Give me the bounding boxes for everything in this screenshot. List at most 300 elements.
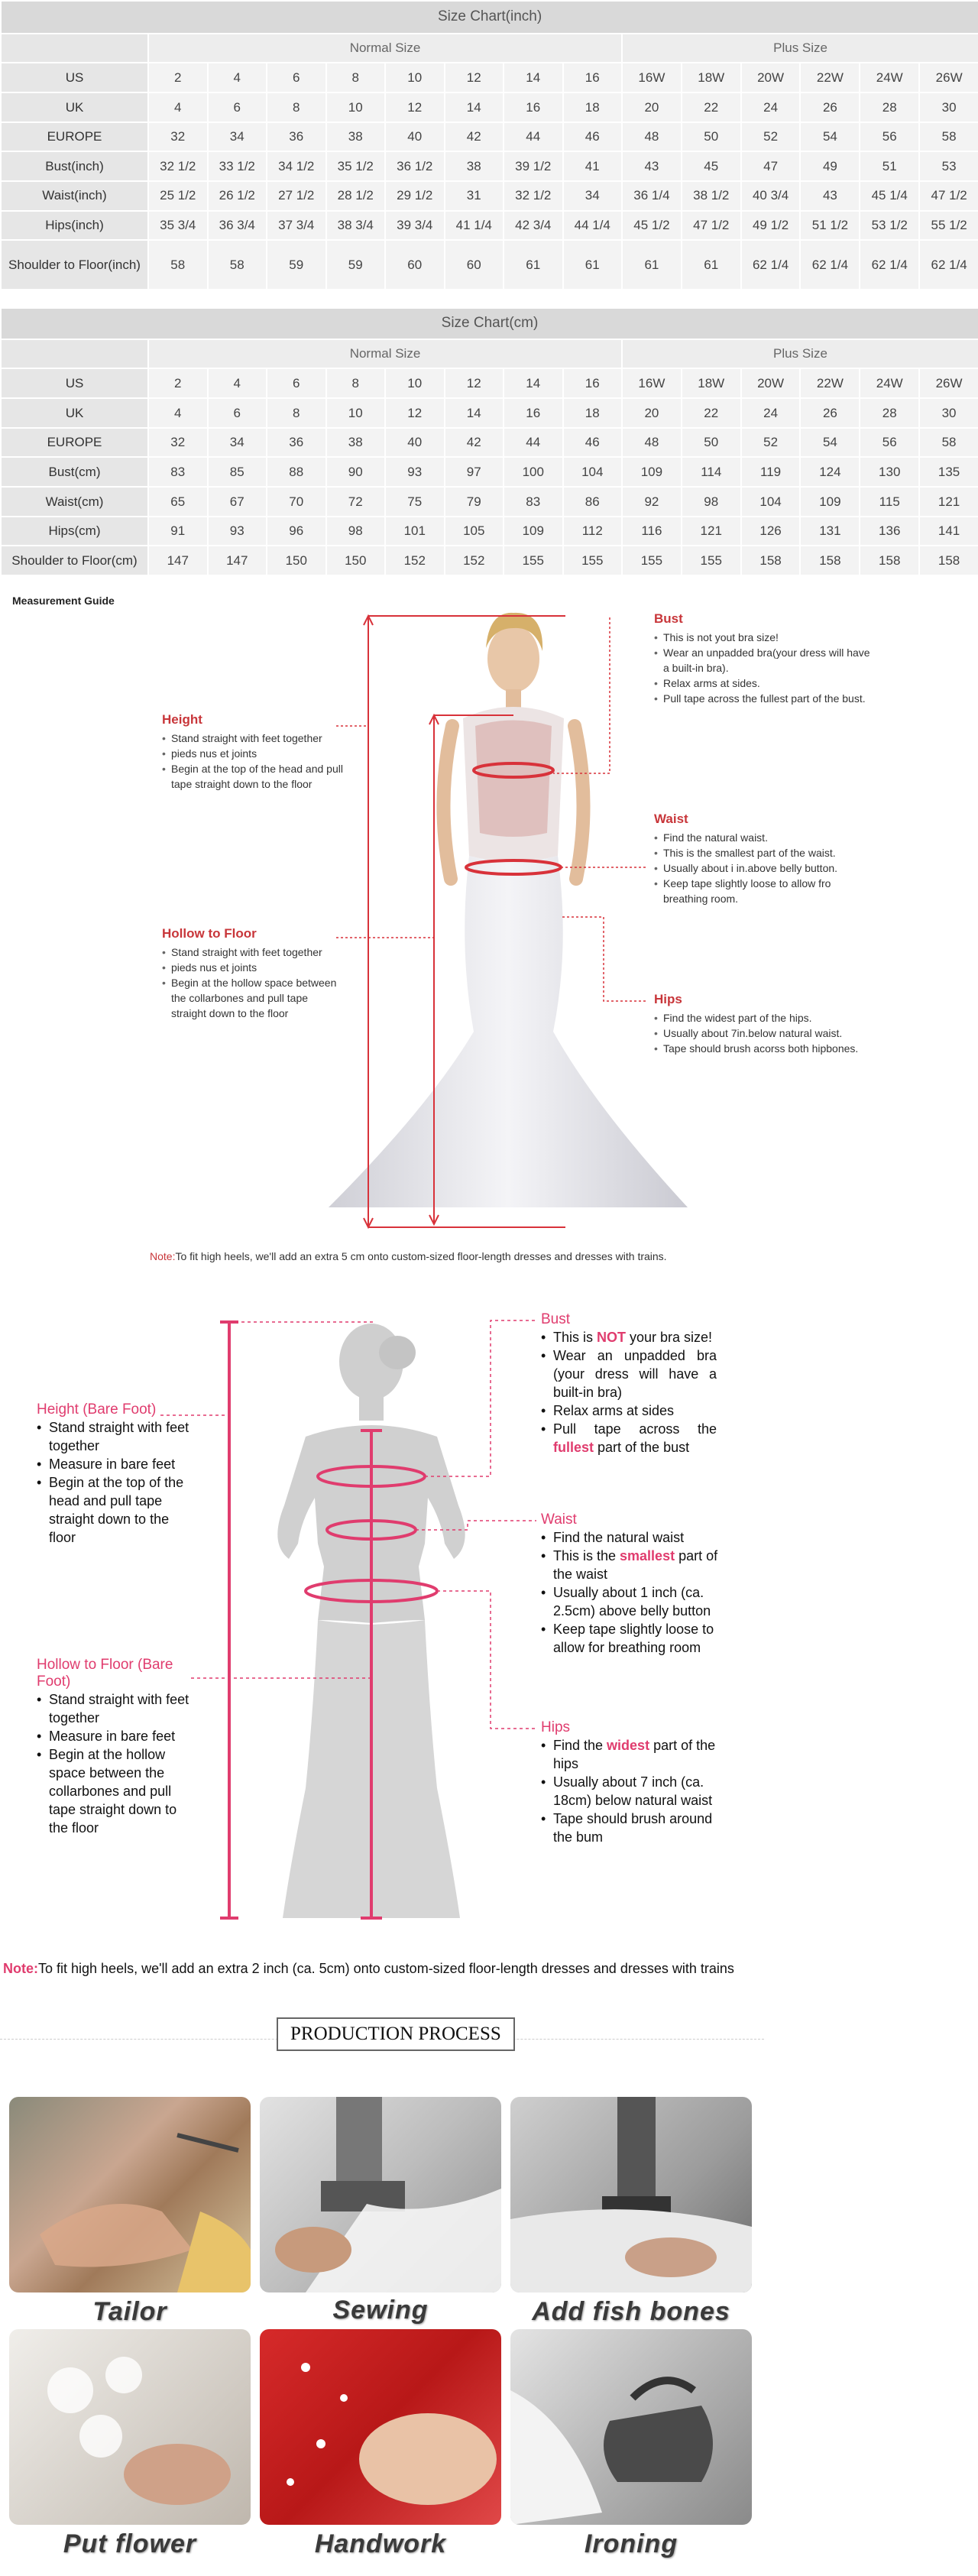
table-cell: 52: [741, 428, 801, 458]
put-flower-photo: [9, 2329, 251, 2525]
table-cell: 38: [326, 122, 386, 152]
table-cell: 47 1/2: [682, 211, 741, 241]
bust-label: Bust: [654, 611, 683, 626]
table-cell: 67: [208, 487, 267, 517]
table-cell: 53: [919, 151, 978, 181]
note-text: To fit high heels, we'll add an extra 5 cm onto custom-sized floor-length dresses and dresses with trains.: [175, 1250, 667, 1262]
table-cell: 75: [385, 487, 445, 517]
table-cell: 130: [860, 457, 919, 487]
table-cell: 28 1/2: [326, 181, 386, 211]
model-head: [487, 625, 539, 692]
table-cell: 50: [682, 428, 741, 458]
table-cell: 47: [741, 151, 801, 181]
row-label: Bust(cm): [1, 457, 148, 487]
bust-item: • Relax arms at sides.: [654, 676, 876, 691]
guide2-note: [3, 1961, 734, 1977]
table-cell: 12: [385, 92, 445, 122]
table-cell: 61: [504, 240, 563, 290]
waist-item: • Usually about i in.above belly button.: [654, 860, 876, 876]
table-cell: 22: [682, 92, 741, 122]
table-cell: 97: [445, 457, 504, 487]
bust-item: • Pull tape across the fullest part of the bust.: [654, 691, 876, 706]
table-cell: 12: [445, 63, 504, 92]
table-cell: 121: [919, 487, 978, 517]
table-cell: 104: [563, 457, 623, 487]
table-cell: 42: [445, 122, 504, 152]
table-row: [1, 398, 978, 428]
table-cell: 54: [800, 122, 860, 152]
sewing-photo: [260, 2097, 501, 2292]
height-item: • Begin at the top of the head and pull tape straight down to the floor: [37, 1473, 197, 1547]
height-label: Height: [162, 712, 202, 727]
handwork-caption: Handwork: [314, 2529, 447, 2558]
table-cell: 61: [622, 240, 682, 290]
table-cell: 98: [682, 487, 741, 517]
table-cell: 72: [326, 487, 386, 517]
table-cell: 42 3/4: [504, 211, 563, 241]
table-cell: 6: [267, 63, 326, 92]
table-cell: 24: [741, 398, 801, 428]
row-label: UK: [1, 398, 148, 428]
table-cell: 150: [326, 546, 386, 575]
handwork-photo: [260, 2329, 501, 2525]
table-cell: 93: [385, 457, 445, 487]
table-cell: 62 1/4: [860, 240, 919, 290]
table-cell: 39 3/4: [385, 211, 445, 241]
waist-item: • Find the natural waist: [541, 1528, 740, 1547]
guide2-bust: [541, 1311, 717, 1456]
row-label: EUROPE: [1, 122, 148, 152]
bust-item: • Wear an unpadded bra(your dress will have a built-in bra).: [654, 645, 876, 676]
table-cell: 147: [208, 546, 267, 575]
table-row: [1, 122, 978, 152]
table-cell: 109: [800, 487, 860, 517]
height-item: • pieds nus et joints: [162, 746, 345, 761]
add-fish-bones-photo: [510, 2097, 752, 2292]
table-row: [1, 428, 978, 458]
waist-item: • Find the natural waist.: [654, 830, 876, 845]
table-cell: 26: [800, 92, 860, 122]
put-flower-caption: Put flower: [63, 2529, 197, 2558]
tailor-caption: Tailor: [92, 2297, 167, 2326]
row-label: Waist(inch): [1, 181, 148, 211]
table-cell: 51: [860, 151, 919, 181]
table-cell: 16: [504, 398, 563, 428]
table-cell: 104: [741, 487, 801, 517]
table-cell: 88: [267, 457, 326, 487]
tailor-photo: [9, 2097, 251, 2292]
row-label: Hips(cm): [1, 517, 148, 546]
hollow-item: • Measure in bare feet: [37, 1727, 197, 1745]
guide1-bust: [654, 611, 876, 706]
table-cell: 26 1/2: [208, 181, 267, 211]
bust-label: Bust: [541, 1311, 571, 1327]
table-cell: 8: [267, 398, 326, 428]
group-plus: Plus Size: [622, 34, 978, 63]
table-cell: 25 1/2: [148, 181, 208, 211]
table-cell: 36 1/2: [385, 151, 445, 181]
table-row: [1, 92, 978, 122]
table-cell: 124: [800, 457, 860, 487]
table-cell: 4: [148, 92, 208, 122]
table-cell: 8: [267, 92, 326, 122]
waist-item: • Keep tape slightly loose to allow for breathing room: [541, 1620, 740, 1657]
guide2-hollow: [37, 1657, 197, 1837]
table-cell: 59: [326, 240, 386, 290]
table-cell: 8: [326, 368, 386, 398]
table-cell: 152: [445, 546, 504, 575]
table-cell: 115: [860, 487, 919, 517]
table-cell: 62 1/4: [800, 240, 860, 290]
table-cell: 18: [563, 398, 623, 428]
waist-item: • Keep tape slightly loose to allow fro breathing room.: [654, 876, 876, 906]
table-cell: 58: [208, 240, 267, 290]
group-normal: Normal Size: [148, 34, 622, 63]
table-cell: 14: [504, 368, 563, 398]
table-cell: 22W: [800, 63, 860, 92]
guide1-hollow: [162, 926, 345, 1021]
ironing-caption: Ironing: [584, 2529, 678, 2558]
table-cell: 56: [860, 122, 919, 152]
table-cell: 16W: [622, 63, 682, 92]
table-cell: 18: [563, 92, 623, 122]
waist-item: • This is the smallest part of the waist: [541, 1547, 740, 1583]
note-key: Note:: [150, 1250, 176, 1262]
table-cell: 33 1/2: [208, 151, 267, 181]
table-cell: 56: [860, 428, 919, 458]
table-cell: 158: [800, 546, 860, 575]
table-row: [1, 240, 978, 290]
table-row: [1, 181, 978, 211]
table-cell: 44 1/4: [563, 211, 623, 241]
waist-label: Waist: [654, 812, 688, 826]
table-cell: 48: [622, 122, 682, 152]
guide2-hips: [541, 1719, 724, 1846]
table-cell: 14: [445, 398, 504, 428]
table-cell: 28: [860, 398, 919, 428]
table-cell: 152: [385, 546, 445, 575]
table-cell: 44: [504, 428, 563, 458]
table-row: [1, 211, 978, 241]
table-cell: 38: [326, 428, 386, 458]
table-cell: 147: [148, 546, 208, 575]
guide1-height: [162, 712, 345, 792]
hips-item: • Tape should brush around the bum: [541, 1810, 724, 1846]
hips-item: • Tape should brush acorss both hipbones.: [654, 1041, 876, 1056]
table-cell: 52: [741, 122, 801, 152]
row-label: US: [1, 368, 148, 398]
table-cell: 119: [741, 457, 801, 487]
hips-label: Hips: [541, 1719, 571, 1735]
table-cell: 100: [504, 457, 563, 487]
table-cell: 49: [800, 151, 860, 181]
table-cell: 51 1/2: [800, 211, 860, 241]
hollow-item: • pieds nus et joints: [162, 960, 345, 975]
note-text: To fit high heels, we'll add an extra 2 inch (ca. 5cm) onto custom-sized floor-length dresses and dresses with trains: [38, 1961, 734, 1976]
bust-item: • Relax arms at sides: [541, 1401, 717, 1420]
table-cell: 92: [622, 487, 682, 517]
hips-item: • Find the widest part of the hips: [541, 1736, 724, 1773]
table-cell: 98: [326, 517, 386, 546]
table-cell: 16: [563, 63, 623, 92]
table-cell: 42: [445, 428, 504, 458]
row-label: Shoulder to Floor(inch): [1, 240, 148, 290]
group-normal: Normal Size: [148, 339, 622, 369]
table-cell: 38 3/4: [326, 211, 386, 241]
table-cell: 59: [267, 240, 326, 290]
table-cell: 83: [148, 457, 208, 487]
table-cell: 109: [504, 517, 563, 546]
table-row: [1, 151, 978, 181]
table-cell: 45 1/2: [622, 211, 682, 241]
row-label: Hips(inch): [1, 211, 148, 241]
table-cell: 49 1/2: [741, 211, 801, 241]
table-cell: 32 1/2: [148, 151, 208, 181]
table-cell: 50: [682, 122, 741, 152]
table-cell: 48: [622, 428, 682, 458]
table-cell: 4: [208, 63, 267, 92]
hollow-item: • Stand straight with feet together: [162, 945, 345, 960]
height-item: • Measure in bare feet: [37, 1455, 197, 1473]
table-cell: 141: [919, 517, 978, 546]
bust-item: • Wear an unpadded bra (your dress will have a built-in bra): [541, 1346, 717, 1401]
table-cell: 18W: [682, 63, 741, 92]
table-cell: 20W: [741, 63, 801, 92]
table-cell: 65: [148, 487, 208, 517]
table-cell: 55 1/2: [919, 211, 978, 241]
table-cell: 101: [385, 517, 445, 546]
table-cell: 90: [326, 457, 386, 487]
table-cell: 16: [504, 92, 563, 122]
guide1-hips: [654, 992, 876, 1056]
table-cell: 28: [860, 92, 919, 122]
table-cell: 10: [326, 398, 386, 428]
table-cell: 155: [563, 546, 623, 575]
table-cell: 93: [208, 517, 267, 546]
height-item: • Begin at the top of the head and pull tape straight down to the floor: [162, 761, 345, 792]
hollow-item: • Begin at the hollow space between the collarbones and pull tape straight down to the floor: [162, 975, 345, 1021]
table-cell: 112: [563, 517, 623, 546]
measurement-guide-title: Measurement Guide: [12, 595, 115, 607]
table-cell: 45: [682, 151, 741, 181]
table-cell: 40: [385, 122, 445, 152]
table-cell: 46: [563, 428, 623, 458]
table-cell: 53 1/2: [860, 211, 919, 241]
table-cell: 36: [267, 428, 326, 458]
table-cell: 14: [445, 92, 504, 122]
table-cell: 155: [622, 546, 682, 575]
table-cell: 30: [919, 92, 978, 122]
guide2-waist: [541, 1512, 740, 1657]
table-row: [1, 517, 978, 546]
table-cell: 39 1/2: [504, 151, 563, 181]
table-cell: 31: [445, 181, 504, 211]
table-cell: 4: [148, 398, 208, 428]
table-cell: 37 3/4: [267, 211, 326, 241]
table-cell: 109: [622, 457, 682, 487]
table-cell: 158: [919, 546, 978, 575]
table-cell: 62 1/4: [741, 240, 801, 290]
table-cell: 96: [267, 517, 326, 546]
table-cell: 20W: [741, 368, 801, 398]
table-cell: 2: [148, 368, 208, 398]
table-row: [1, 368, 978, 398]
table-cell: 30: [919, 398, 978, 428]
waist-item: • Usually about 1 inch (ca. 2.5cm) above belly button: [541, 1583, 740, 1620]
table-cell: 114: [682, 457, 741, 487]
table-cell: 58: [919, 122, 978, 152]
table-cell: 34: [208, 122, 267, 152]
table-cell: 26W: [919, 368, 978, 398]
row-label: US: [1, 63, 148, 92]
bust-item: • This is not yout bra size!: [654, 630, 876, 645]
table-row: [1, 63, 978, 92]
waist-item: • This is the smallest part of the waist.: [654, 845, 876, 860]
table-cell: 135: [919, 457, 978, 487]
production-process-title: PRODUCTION PROCESS: [277, 2017, 515, 2051]
row-label: Bust(inch): [1, 151, 148, 181]
hips-item: • Usually about 7in.below natural waist.: [654, 1026, 876, 1041]
table-cell: 41 1/4: [445, 211, 504, 241]
table-cell: 12: [445, 368, 504, 398]
table-cell: 126: [741, 517, 801, 546]
table-cell: 105: [445, 517, 504, 546]
table-cell: 6: [208, 398, 267, 428]
table-cell: 91: [148, 517, 208, 546]
table-cell: 41: [563, 151, 623, 181]
table-cell: 10: [385, 63, 445, 92]
add-fish-bones-caption: Add fish bones: [532, 2297, 730, 2326]
table-cell: 131: [800, 517, 860, 546]
table-cell: 36 3/4: [208, 211, 267, 241]
table-cell: 29 1/2: [385, 181, 445, 211]
table-cell: 22W: [800, 368, 860, 398]
table-cell: 58: [148, 240, 208, 290]
row-label: Shoulder to Floor(cm): [1, 546, 148, 575]
table-row: [1, 487, 978, 517]
table-cell: 12: [385, 398, 445, 428]
bust-item: • Pull tape across the fullest part of the bust: [541, 1420, 717, 1456]
row-label: Waist(cm): [1, 487, 148, 517]
table-cell: 32: [148, 428, 208, 458]
table-cell: 116: [622, 517, 682, 546]
bust-item: • This is NOT your bra size!: [541, 1328, 717, 1346]
table-cell: 27 1/2: [267, 181, 326, 211]
table-cell: 58: [919, 428, 978, 458]
table-cell: 6: [208, 92, 267, 122]
table-cell: 35 1/2: [326, 151, 386, 181]
table-cell: 10: [326, 92, 386, 122]
table-cell: 6: [267, 368, 326, 398]
table-cell: 60: [445, 240, 504, 290]
table-cell: 16W: [622, 368, 682, 398]
table-cell: 155: [682, 546, 741, 575]
table-cell: 86: [563, 487, 623, 517]
table-cell: 62 1/4: [919, 240, 978, 290]
table-cell: 20: [622, 92, 682, 122]
table-cell: 22: [682, 398, 741, 428]
table-cell: 150: [267, 546, 326, 575]
table-cell: 158: [860, 546, 919, 575]
table-cell: 60: [385, 240, 445, 290]
table-cell: 85: [208, 457, 267, 487]
guide1-waist: [654, 812, 876, 906]
table-cell: 4: [208, 368, 267, 398]
table-cell: 38 1/2: [682, 181, 741, 211]
size-chart-cm: [0, 307, 978, 576]
table-cell: 155: [504, 546, 563, 575]
hollow-item: • Stand straight with feet together: [37, 1690, 197, 1727]
table-cell: 43: [800, 181, 860, 211]
table-cell: 158: [741, 546, 801, 575]
table-cell: 45 1/4: [860, 181, 919, 211]
table-cell: 32 1/2: [504, 181, 563, 211]
table-cell: 24W: [860, 63, 919, 92]
hollow-bare-label: Hollow to Floor (Bare Foot): [37, 1657, 173, 1690]
table-cell: 34 1/2: [267, 151, 326, 181]
table-cell: 32: [148, 122, 208, 152]
table-cell: 16: [563, 368, 623, 398]
table-cell: 2: [148, 63, 208, 92]
table-cell: 35 3/4: [148, 211, 208, 241]
table-cell: 54: [800, 428, 860, 458]
guide2-height: [37, 1401, 197, 1547]
table-cell: 24W: [860, 368, 919, 398]
table-cell: 26W: [919, 63, 978, 92]
sewing-caption: Sewing: [332, 2296, 429, 2325]
table-cell: 38: [445, 151, 504, 181]
table-row: [1, 546, 978, 575]
hips-label: Hips: [654, 992, 682, 1006]
hips-item: • Find the widest part of the hips.: [654, 1010, 876, 1026]
table-cell: 70: [267, 487, 326, 517]
height-item: • Stand straight with feet together: [37, 1418, 197, 1455]
table-cell: 14: [504, 63, 563, 92]
table-cell: 79: [445, 487, 504, 517]
table-cell: 40: [385, 428, 445, 458]
waist-label: Waist: [541, 1512, 577, 1528]
table-cell: 8: [326, 63, 386, 92]
height-item: • Stand straight with feet together: [162, 731, 345, 746]
table-cell: 136: [860, 517, 919, 546]
group-plus: Plus Size: [622, 339, 978, 369]
ironing-photo: [510, 2329, 752, 2525]
table-cell: 121: [682, 517, 741, 546]
table-cell: 24: [741, 92, 801, 122]
chart-title: Size Chart(inch): [1, 1, 978, 34]
table-cell: 40 3/4: [741, 181, 801, 211]
table-cell: 43: [622, 151, 682, 181]
hollow-label: Hollow to Floor: [162, 926, 257, 941]
table-cell: 20: [622, 398, 682, 428]
row-label: UK: [1, 92, 148, 122]
table-cell: 34: [563, 181, 623, 211]
table-cell: 46: [563, 122, 623, 152]
chart-title: Size Chart(cm): [1, 308, 978, 339]
table-cell: 61: [682, 240, 741, 290]
table-cell: 18W: [682, 368, 741, 398]
hips-item: • Usually about 7 inch (ca. 18cm) below natural waist: [541, 1773, 724, 1810]
table-cell: 26: [800, 398, 860, 428]
table-cell: 44: [504, 122, 563, 152]
table-cell: 83: [504, 487, 563, 517]
row-label: EUROPE: [1, 428, 148, 458]
table-cell: 61: [563, 240, 623, 290]
hollow-item: • Begin at the hollow space between the collarbones and pull tape straight down to the floor: [37, 1745, 197, 1837]
table-row: [1, 457, 978, 487]
table-cell: 47 1/2: [919, 181, 978, 211]
table-cell: 36 1/4: [622, 181, 682, 211]
